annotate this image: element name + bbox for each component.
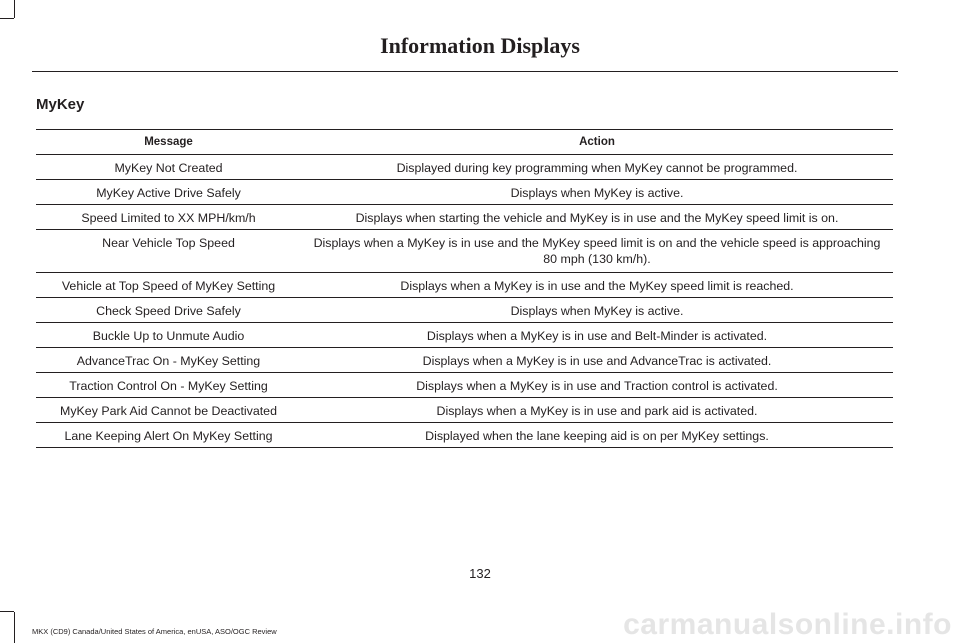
action-cell: Displays when starting the vehicle and MyKey is in use and the MyKey speed limit is on. [301,205,893,230]
table-row [36,373,893,398]
page-header-title: Information Displays [380,33,580,58]
action-cell: Displays when a MyKey is in use and park aid is activated. [301,398,893,423]
message-cell: Check Speed Drive Safely [36,298,301,323]
message-cell: Vehicle at Top Speed of MyKey Setting [36,273,301,298]
table-row [36,155,893,180]
action-cell: Displays when a MyKey is in use and Traction control is activated. [301,373,893,398]
action-cell: Displayed during key programming when MyKey cannot be programmed. [301,155,893,180]
mykey-messages-table [36,129,893,448]
table-row [36,230,893,273]
table-row [36,398,893,423]
action-cell: Displays when MyKey is active. [301,298,893,323]
crop-mark-bottom-left-v [14,612,15,643]
column-header-message: Message [36,130,301,155]
table-row [36,180,893,205]
table-row [36,323,893,348]
message-cell: Near Vehicle Top Speed [36,230,301,273]
action-cell: Displays when a MyKey is in use and AdvanceTrac is activated. [301,348,893,373]
header-divider [32,71,898,72]
message-cell: MyKey Not Created [36,155,301,180]
crop-mark-top-left-h [0,18,14,19]
footer-text: MKX (CD9) Canada/United States of America, enUSA, ASO/OGC Review [32,627,277,636]
table-row [36,205,893,230]
table-body [36,155,893,448]
table-row [36,298,893,323]
message-cell: Lane Keeping Alert On MyKey Setting [36,423,301,448]
crop-mark-top-left-v [14,0,15,18]
page-number: 132 [469,566,491,581]
action-cell: Displays when a MyKey is in use and Belt-Minder is activated. [301,323,893,348]
table-row [36,348,893,373]
column-header-action: Action [301,130,893,155]
message-cell: Speed Limited to XX MPH/km/h [36,205,301,230]
watermark: carmanualsonline.info [623,608,952,641]
crop-mark-bottom-left-h [0,611,14,612]
message-cell: MyKey Park Aid Cannot be Deactivated [36,398,301,423]
action-cell: Displays when MyKey is active. [301,180,893,205]
message-cell: AdvanceTrac On - MyKey Setting [36,348,301,373]
action-cell: Displayed when the lane keeping aid is on per MyKey settings. [301,423,893,448]
table-header-row [36,130,893,155]
message-cell: MyKey Active Drive Safely [36,180,301,205]
table-row [36,423,893,448]
table-row [36,273,893,298]
section-title: MyKey [36,96,85,113]
action-cell: Displays when a MyKey is in use and the MyKey speed limit is on and the vehicle speed is approaching 80 mph (130 km/h). [301,230,893,273]
message-cell: Buckle Up to Unmute Audio [36,323,301,348]
action-cell: Displays when a MyKey is in use and the MyKey speed limit is reached. [301,273,893,298]
message-cell: Traction Control On - MyKey Setting [36,373,301,398]
